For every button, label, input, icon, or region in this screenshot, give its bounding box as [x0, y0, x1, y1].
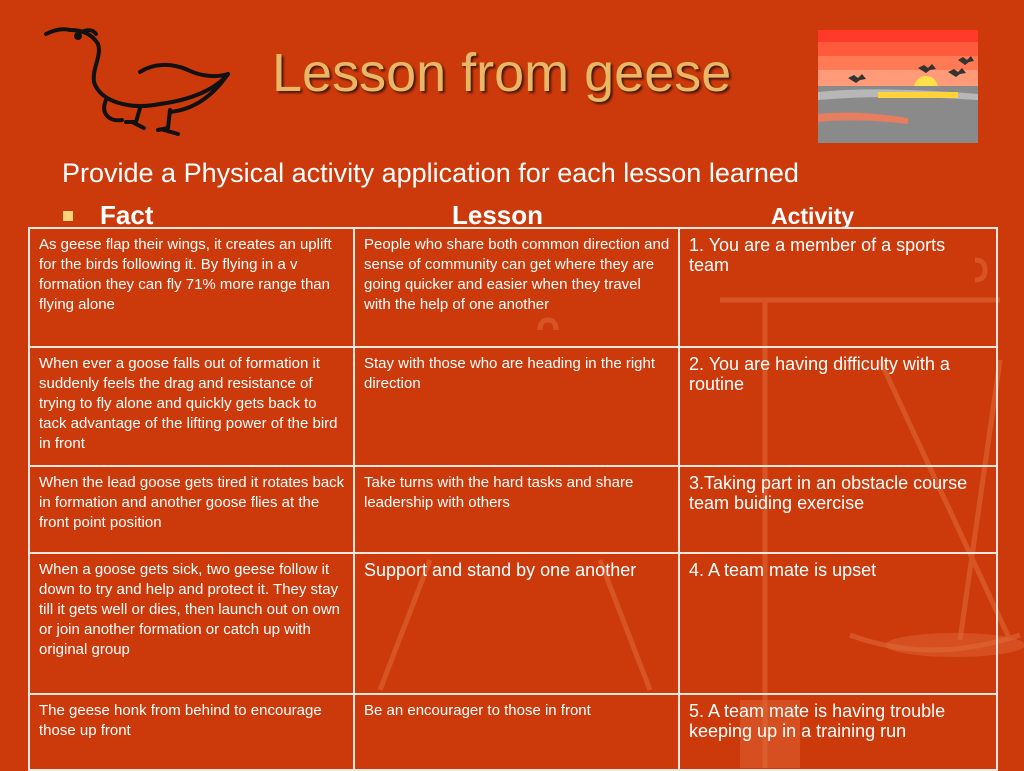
table-row — [29, 228, 997, 347]
fact-cell: The geese honk from behind to encourage those up front — [29, 694, 354, 770]
fact-cell: When ever a goose falls out of formation it suddenly feels the drag and resistance of trying to fly alone and quickly gets back to tack advantage of the lifting power of the bird in front — [29, 347, 354, 466]
square-bullet-icon — [63, 211, 73, 221]
table-row — [29, 553, 997, 694]
header-fact: Fact — [100, 200, 154, 230]
fact-cell: When a goose gets sick, two geese follow it down to try and help and protect it. They stay till it gets well or dies, then launch out on own or join another formation or catch up with original group — [29, 553, 354, 694]
lesson-cell: Support and stand by one another — [354, 553, 679, 694]
fact-cell: As geese flap their wings, it creates an uplift for the birds following it. By flying in a v formation they can fly 71% more range than flying alone — [29, 228, 354, 347]
fact-cell: When the lead goose gets tired it rotates back in formation and another goose flies at the front point position — [29, 466, 354, 553]
lesson-cell: Take turns with the hard tasks and share leadership with others — [354, 466, 679, 553]
header-lesson: Lesson — [452, 200, 544, 230]
header-activity: Activity — [771, 203, 855, 229]
table-row — [29, 347, 997, 466]
lesson-cell: People who share both common direction and sense of community can get where they are going quicker and easier when they travel with the help of one another — [354, 228, 679, 347]
activity-cell: 1. You are a member of a sports team — [679, 228, 997, 347]
activity-cell: 2. You are having difficulty with a routine — [679, 347, 997, 466]
subtitle: Provide a Physical activity application for each lesson learned — [62, 158, 799, 188]
lesson-cell: Stay with those who are heading in the right direction — [354, 347, 679, 466]
table-row — [29, 694, 997, 770]
lessons-table — [28, 227, 998, 771]
lesson-cell: Be an encourager to those in front — [354, 694, 679, 770]
sunset-geese-icon — [818, 30, 978, 143]
activity-cell: 4. A team mate is upset — [679, 553, 997, 694]
goose-outline-icon — [40, 22, 240, 144]
page-title: Lesson from geese — [272, 43, 732, 103]
activity-cell: 3.Taking part in an obstacle course team buiding exercise — [679, 466, 997, 553]
activity-cell: 5. A team mate is having trouble keeping up in a training run — [679, 694, 997, 770]
table-row — [29, 466, 997, 553]
